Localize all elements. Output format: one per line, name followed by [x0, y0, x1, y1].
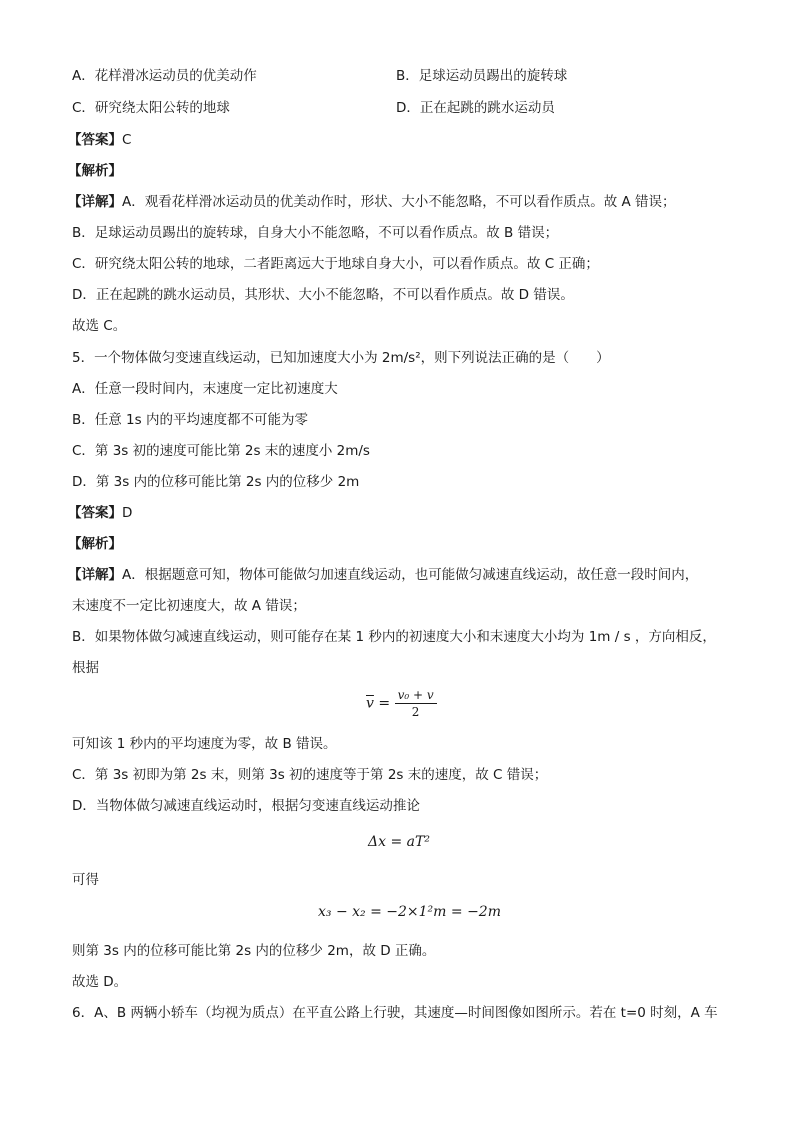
answer-value: C [122, 132, 132, 148]
q5-answer [68, 503, 132, 523]
q4-conclusion: 故选 C。 [72, 318, 127, 334]
q5-stem: 5．一个物体做匀变速直线运动，已知加速度大小为 2m/s²，则下列说法正确的是（ ） [72, 350, 610, 366]
q5-detail-d3: 则第 3s 内的位移可能比第 2s 内的位移少 2m，故 D 正确。 [72, 943, 436, 959]
q4-option-d: D．正在起跳的跳水运动员 [396, 100, 555, 116]
formula-fraction [395, 688, 437, 719]
formula-average-velocity [366, 688, 437, 719]
q5-option-a: A．任意一段时间内，末速度一定比初速度大 [72, 381, 338, 397]
detail-text: A．根据题意可知，物体可能做匀加速直线运动，也可能做匀减速直线运动，故任意一段时间内， [122, 567, 699, 583]
formula-delta-x: Δx = aT² [368, 834, 430, 850]
q5-detail-c: C．第 3s 初即为第 2s 末，则第 3s 初的速度等于第 2s 末的速度，故 C 错误； [72, 767, 548, 783]
q5-detail-d2: 可得 [72, 872, 99, 888]
answer-label: 【答案】 [68, 132, 122, 148]
fraction-numerator: v₀ + v [395, 688, 437, 704]
q4-option-c: C．研究绕太阳公转的地球 [72, 100, 230, 116]
q5-detail-d1: D．当物体做匀减速直线运动时，根据匀变速直线运动推论 [72, 798, 420, 814]
q4-analysis-label: 【解析】 [68, 163, 122, 179]
answer-value: D [122, 505, 133, 521]
q4-detail-a [68, 192, 676, 212]
detail-label: 【详解】 [68, 567, 122, 583]
q5-conclusion: 故选 D。 [72, 974, 128, 990]
answer-label: 【答案】 [68, 505, 122, 521]
q4-answer [68, 130, 131, 150]
q6-stem: 6．A、B 两辆小轿车（均视为质点）在平直公路上行驶，其速度—时间图像如图所示。若在 t=0 时刻，A 车 [72, 1005, 718, 1021]
formula-displacement-difference: x₃ − x₂ = −2×1²m = −2m [318, 904, 501, 920]
q5-detail-b1: B．如果物体做匀减速直线运动，则可能存在某 1 秒内的初速度大小和末速度大小均为 1m / s ，方向相反， [72, 629, 716, 645]
q5-option-d: D．第 3s 内的位移可能比第 2s 内的位移少 2m [72, 474, 360, 490]
q5-detail-b2: 根据 [72, 660, 99, 676]
formula-lhs: $\overline{v}$ [366, 695, 374, 712]
formula-eq: = [378, 695, 391, 712]
q4-option-b: B．足球运动员踢出的旋转球 [396, 68, 568, 84]
q4-detail-c: C．研究绕太阳公转的地球，二者距离远大于地球自身大小，可以看作质点。故 C 正确； [72, 256, 599, 272]
detail-label: 【详解】 [68, 194, 122, 210]
q5-option-c: C．第 3s 初的速度可能比第 2s 末的速度小 2m/s [72, 443, 370, 459]
q4-detail-b: B．足球运动员踢出的旋转球，自身大小不能忽略，不可以看作质点。故 B 错误； [72, 225, 559, 241]
q5-detail-a1 [68, 565, 698, 585]
q4-option-a: A．花样滑冰运动员的优美动作 [72, 68, 257, 84]
q5-analysis-label: 【解析】 [68, 536, 122, 552]
q4-detail-d: D．正在起跳的跳水运动员，其形状、大小不能忽略，不可以看作质点。故 D 错误。 [72, 287, 574, 303]
detail-text: A．观看花样滑冰运动员的优美动作时，形状、大小不能忽略，不可以看作质点。故 A 错误； [122, 194, 676, 210]
q5-detail-a2: 末速度不一定比初速度大，故 A 错误； [72, 598, 306, 614]
fraction-denominator: 2 [411, 705, 420, 719]
q5-detail-b3: 可知该 1 秒内的平均速度为零，故 B 错误。 [72, 736, 337, 752]
q5-option-b: B．任意 1s 内的平均速度都不可能为零 [72, 412, 308, 428]
